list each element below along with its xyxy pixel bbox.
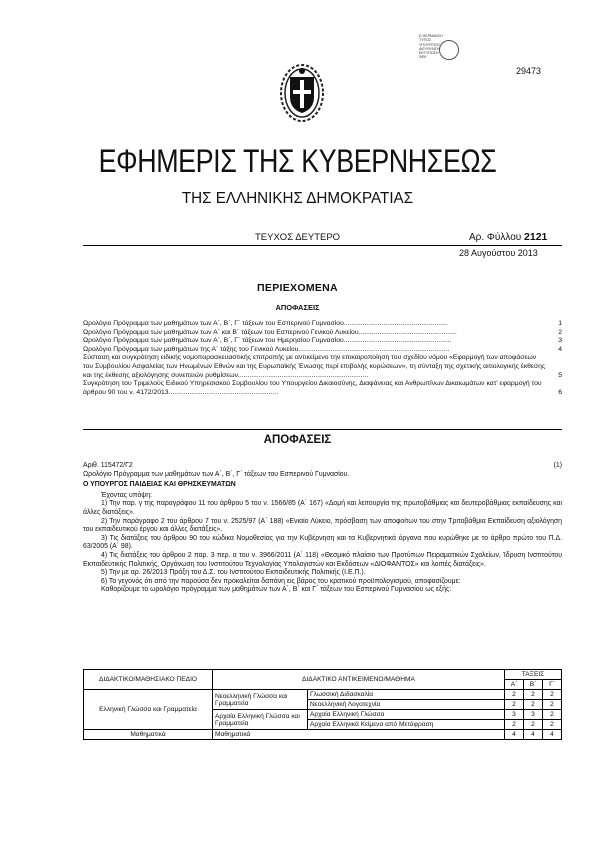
subject-cell: Αρχαία Ελληνική Γλώσσα [308,710,505,720]
body-paragraph: 6) Το γεγονός ότι από την παρούσα δεν προκαλείται δαπάνη εις βάρος του κρατικού προϋπολογισμού, αποφασίζουμε: [101,577,461,585]
decision-marker: (1) [553,462,562,469]
decision-body [83,462,562,595]
header-class-b: Β΄ [524,680,543,690]
field-cell: Ελληνική Γλώσσα και Γραμματεία [84,690,213,730]
toc-item-text: Συγκρότηση του Τριμελούς Ειδικού Υπηρεσιακού Συμβουλίου του Υπουργείου Δικαιοσύνης, Διαφάνειας και Ανθρωπίνων Δικαιωμάτων κατ' εφαρμογή του άρθρου 90 του ν. 4172/2013.......................................................... [83,380,542,396]
sheet-number-block [469,231,547,243]
hours-c: 4 [543,730,562,740]
hours-a: 4 [505,730,524,740]
toc-page: 4 [558,345,562,353]
sheet-label: Αρ. Φύλλου [469,232,522,243]
toc-page: 3 [558,337,562,345]
divider [83,429,562,430]
hours-a: 3 [505,710,524,720]
decision-title: Ωρολόγιο Πρόγραμμα των μαθημάτων των Α΄, Β΄, Γ΄ τάξεων του Εσπερινού Γυμνασίου. [83,470,350,478]
issue-label: ΤΕΥΧΟΣ ΔΕΥΤΕΡΟ [255,232,341,243]
toc-item-text: Ωρολόγιο Πρόγραμμα των μαθημάτων των Α΄ και Β΄ τάξεων του Εσπερινού Γενικού Λυκείου.................................................... [83,328,457,336]
divider [83,245,562,246]
hours-a: 2 [505,700,524,710]
stamp-line: ΔΙΕΥΘΥΝΣΗ [419,46,440,51]
decisions-heading: ΑΠΟΦΑΣΕΙΣ [263,434,332,446]
body-paragraph: 3) Τις διατάξεις του άρθρου 90 του κώδικα Νομοθεσίας για την Κυβέρνηση και τα Κυβερνητικά όργανα που κυρώθηκε με το άρθρο πρώτο του Π.Δ. 63/2005 (Α΄ 98). [83,534,562,551]
subject-cell: Αρχαία Ελληνικά Κείμενα από Μετάφραση [308,720,505,730]
toc-item[interactable] [83,380,562,397]
toc-item[interactable] [83,329,562,338]
subject-cell: Γλωσσική Διδασκαλία [308,690,505,700]
toc-page: 6 [558,388,562,396]
schedule-table [83,669,562,740]
decisions-subheading: ΑΠΟΦΑΣΕΙΣ [275,303,320,312]
header-field: ΔΙΔΑΚΤΙΚΟ/ΜΑΘΗΣΙΑΚΟ ΠΕΔΙΟ [84,670,213,690]
stamp-line: ΥΠΟΥΡΓΕΙΟ [419,42,440,47]
gazette-title: ΕΦΗΜΕΡΙΣ ΤΗΣ ΚΥΒΕΡΝΗΣΕΩΣ [98,143,497,179]
header-subject: ΔΙΔΑΚΤΙΚΟ ΑΝΤΙΚΕΙΜΕΝΟ/ΜΑΘΗΜΑ [213,670,505,690]
hours-c: 2 [543,710,562,720]
stamp-line: ΦΕΚ [419,55,427,60]
toc-item[interactable] [83,354,562,380]
hours-b: 2 [524,700,543,710]
group-cell: Αρχαία Ελληνική Γλώσσα και Γραμματεία [213,710,308,730]
body-paragraph: Έχοντας υπόψη: [101,491,152,499]
body-paragraph: 2) Την παράγραφο 2 του άρθρου 7 του ν. 2525/97 (Α΄ 188) «Ενιαίο Λύκειο, πρόσβαση των αποφοίτων του στην Τριτοβάθμια Εκπαίδευση αξιολόγηση του εκπαιδευτικού έργου και άλλες διατάξεις». [83,517,562,534]
hours-b: 3 [524,710,543,720]
table-of-contents [83,320,562,397]
contents-heading: ΠΕΡΙΕΧΟΜΕΝΑ [257,282,338,294]
hours-b: 4 [524,730,543,740]
table-row [84,730,562,740]
decision-number-line [83,462,562,471]
field-cell: Μαθηματικά [84,730,213,740]
body-paragraph: 4) Τις διατάξεις του άρθρου 2 παρ. 3 περ. α του ν. 3966/2011 (Α΄ 118) «Θεσμικό πλαίσιο των Προτύπων Πειραματικών Σχολείων, Ίδρυση Ινστιτούτου Εκπαιδευτικής Πολιτικής, Οργάνωση του Ινστιτούτου Τεχνολογίας Υπολογιστών και Εκδόσεων «ΔΙΟΦΑΝΤΟΣ» και λοιπές διατάξεις». [83,551,562,568]
toc-item[interactable] [83,337,562,346]
toc-page: 2 [558,328,562,336]
stamp-line: ΤΥΠΟΣ [419,38,432,43]
body-paragraph: 5) Την με αρ. 26/2013 Πράξη του Δ.Σ. του Ινστιτούτου Εκπαιδευτικής Πολιτικής (Ι.Ε.Π.). [101,569,366,577]
table-header-row [84,670,562,680]
stamp-line: Ε.ΘΕΡΜΑΝΣΗ [419,34,443,38]
gazette-subtitle: ΤΗΣ ΕΛΛΗΝΙΚΗΣ ΔΗΜΟΚΡΑΤΙΑΣ [181,190,414,207]
body-paragraph: Καθορίζουμε το ωρολόγιο πρόγραμμα των μαθημάτων των Α΄, Β΄ και Γ΄ τάξεων του Εσπερινού Γυμνασίου ως εξής: [101,586,452,594]
toc-page: 5 [558,371,562,379]
hours-c: 2 [543,690,562,700]
hours-b: 2 [524,690,543,700]
toc-item-text: Σύσταση και συγκρότηση ειδικής νομοπαρασκευαστικής επιτροπής με αντικείμενο την επικαιροποίηση του σχεδίου νόμου «Εφαρμογή των αποφάσεων του Συμβουλίου Ασφαλείας των Ηνωμένων Εθνών και της Ευρωπαϊκής Ένωσης περί επιβολής κυρώσεων», τη σύνταξη της σχετικής αιτιολογικής έκθεσης και της έκθεσης αξιολόγησης συνεπειών ρυθμίσεων..................................................................... [83,354,546,379]
publisher-stamp [419,34,461,68]
header-class-c: Γ΄ [543,680,562,690]
group-cell: Νεοελληνική Γλώσσα και Γραμματεία [213,690,308,710]
hours-a: 2 [505,720,524,730]
toc-item-text: Ωρολόγιο Πρόγραμμα των μαθημάτων των Α΄, Β΄, Γ΄ τάξεων του Εσπερινού Γυμνασίου....................................................... [83,320,448,327]
header-class-a: Α΄ [505,680,524,690]
subject-cell: Μαθηματικά [213,730,505,740]
decision-number: Αριθ. 115472/Γ2 [83,462,133,469]
hours-c: 2 [543,700,562,710]
header-classes: ΤΑΞΕΙΣ [505,670,562,680]
sheet-number: 2121 [524,231,548,243]
hours-c: 2 [543,720,562,730]
toc-item[interactable] [83,320,562,329]
toc-item-text: Ωρολόγιο Πρόγραμμα των μαθημάτων των Α΄, Β΄, Γ΄ τάξεων του Ημερησίου Γυμνασίου......................................................... [83,337,452,345]
coat-of-arms-icon [279,63,325,123]
toc-page: 1 [558,320,562,327]
hours-b: 2 [524,720,543,730]
page-number: 29473 [515,66,541,76]
subject-cell: Νεοελληνική Λογοτεχνία [308,700,505,710]
issue-date: 28 Αυγούστου 2013 [459,248,538,258]
minister-heading: Ο ΥΠΟΥΡΓΟΣ ΠΑΙΔΕΙΑΣ ΚΑΙ ΘΡΗΣΚΕΥΜΑΤΩΝ [83,481,236,489]
body-paragraph: 1) Την παρ. γ της παραγράφου 11 του άρθρου 5 του ν. 1566/85 (Α΄ 167) «Δομή και λειτουργία της πρωτοβάθμιας και δευτεροβάθμιας εκπαίδευσης και άλλες διατάξεις». [83,500,562,516]
stamp-seal-icon [439,40,459,60]
stamp-line: ΕΚΤΥΠΩΣΗ [419,51,439,56]
hours-a: 2 [505,690,524,700]
toc-item-text: Ωρολόγιο Πρόγραμμα των μαθημάτων της Α΄ τάξης του Γενικού Λυκείου................................................................................ [83,345,450,353]
table-row [84,690,562,700]
